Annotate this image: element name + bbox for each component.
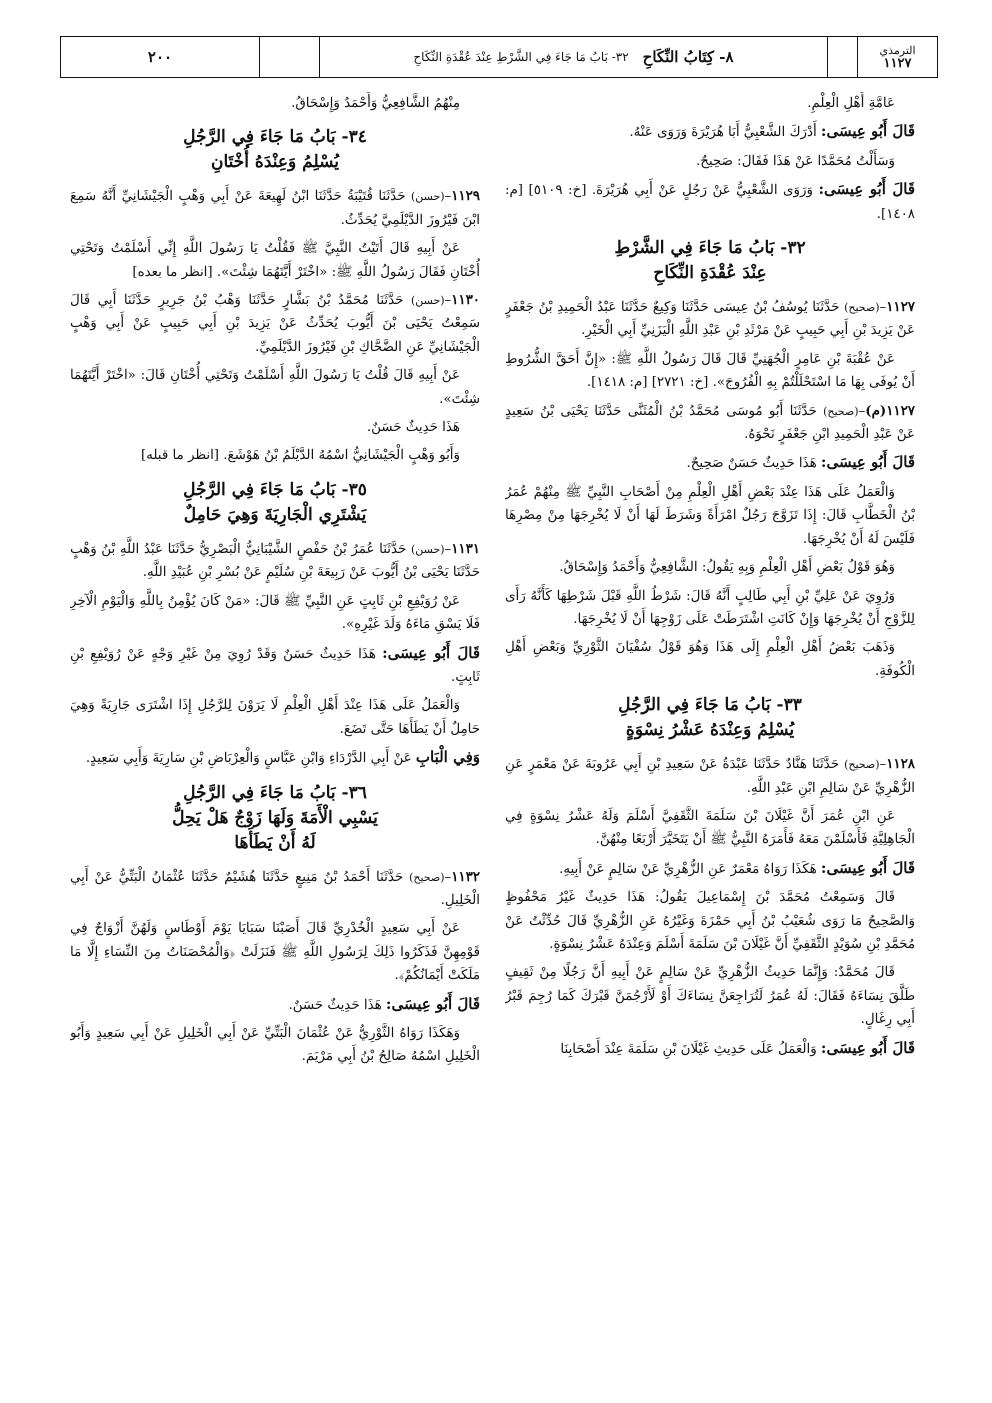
text-paragraph: عَامَّةِ أَهْلِ الْعِلْمِ. bbox=[807, 96, 895, 111]
hadith-text: حَدَّثَنَا أَحْمَدُ بْنُ مَنِيعٍ حَدَّثَنَا هُشَيْمٌ حَدَّثَنَا عُثْمَانُ الْبَتِّيُّ عَنْ أَبِي الْخَلِيلِ. bbox=[70, 869, 480, 908]
book-reference bbox=[857, 37, 937, 77]
section-heading bbox=[505, 236, 915, 286]
hadith-number: ١١٢٧ bbox=[886, 299, 915, 316]
hadith-paragraph: ١١٣٢–(صحيح) حَدَّثَنَا أَحْمَدُ بْنُ مَنِيعٍ حَدَّثَنَا هُشَيْمٌ حَدَّثَنَا عُثْمَانُ الْبَتِّيُّ عَنْ أَبِي الْخَلِيلِ. bbox=[70, 868, 480, 908]
commentary-lead: وَفِي الْبَابِ bbox=[415, 748, 480, 767]
text-paragraph: وَأَبُو وَهْبٍ الْجَيْشَانِيُّ اسْمُهُ الدَّيْلَمُ بْنُ هَوْشَعَ. [انظر ما قبله] bbox=[140, 448, 460, 464]
text-paragraph: وَذَهَبَ بَعْضُ أَهْلِ الْعِلْمِ إِلَى هَذَا وَهُوَ قَوْلُ سُفْيَانَ الثَّوْرِيِّ وَبَعْضِ أَهْلِ الْكُوفَةِ. bbox=[505, 640, 915, 679]
hadith-grade: (صحيح) bbox=[844, 301, 880, 315]
section-title: ٣٢- بَابُ مَا جَاءَ فِي الشَّرْطِ عِنْدَ عُقْدَةِ النِّكَاحِ bbox=[413, 50, 629, 64]
commentary-paragraph bbox=[70, 993, 480, 1017]
section-heading-line: يَشْتَرِي الْجَارِيَةَ وَهِيَ حَامِلٌ bbox=[183, 504, 367, 525]
commentary-paragraph bbox=[505, 857, 915, 881]
text-paragraph: عَنْ عُقْبَةَ بْنِ عَامِرٍ الْجُهَنِيِّ قَالَ قَالَ رَسُولُ اللَّهِ ﷺ: «إِنَّ أَحَقَّ الشُّرُوطِ أَنْ يُوفَى بِهَا مَا اسْتَحْلَلْتُمْ بِهِ الْفُرُوجَ». [خ: ٢٧٢١] [م: ١٤١٨]. bbox=[505, 351, 915, 391]
hadith-number: ١١٣٢ bbox=[451, 868, 480, 885]
commentary-text: هَكَذَا رَوَاهُ مَعْمَرٌ عَنِ الزُّهْرِيِّ عَنْ سَالِمٍ عَنْ أَبِيهِ. bbox=[559, 861, 821, 877]
text-paragraph: هَذَا حَدِيثٌ حَسَنٌ. bbox=[366, 420, 460, 436]
hadith-paragraph: ١١٢٨–(صحيح) حَدَّثَنَا هَنَّادٌ حَدَّثَنَا عَبْدَةُ عَنْ سَعِيدِ بْنِ أَبِي عَرُوبَةَ عَنْ مَعْمَرٍ عَنِ الزُّهْرِيِّ عَنْ سَالِمِ ابْنِ عَبْدِ اللَّهِ. bbox=[505, 756, 915, 796]
text-paragraph: وَسَأَلْتُ مُحَمَّدًا عَنْ هَذَا فَقَالَ: صَحِيحٌ. bbox=[695, 153, 895, 169]
section-heading-line: ٣٢- بَابُ مَا جَاءَ فِي الشَّرْطِ bbox=[614, 238, 806, 259]
text-paragraph: عَنْ أَبِيهِ قَالَ أَتَيْتُ النَّبِيَّ ﷺ فَقُلْتُ يَا رَسُولَ اللَّهِ إِنِّي أَسْلَمْتُ وَتَحْتِي أُخْتَانِ فَقَالَ رَسُولُ اللَّهِ ﷺ: «اخْتَرْ أَيَّتَهُمَا شِئْتَ». [انظر ما بعده] bbox=[70, 241, 480, 280]
hadith-number: ١١٢٧(م) bbox=[865, 402, 915, 419]
text-paragraph: عَنْ أَبِيهِ قَالَ قُلْتُ يَا رَسُولَ اللَّهِ أَسْلَمْتُ وَتَحْتِي أُخْتَانِ قَالَ: «اخْتَرْ أَيَّتَهُمَا شِئْتَ». bbox=[70, 368, 480, 407]
commentary-lead: قَالَ أَبُو عِيسَى: bbox=[820, 1038, 915, 1057]
text-paragraph: عَنْ رُوَيْفِعِ بْنِ ثَابِتٍ عَنِ النَّبِيِّ ﷺ قَالَ: «مَنْ كَانَ يُؤْمِنُ بِاللَّهِ وَالْيَوْمِ الْآخِرِ فَلَا يَسْقِ مَاءَهُ وَلَدَ غَيْرِهِ». bbox=[70, 593, 480, 633]
hadith-number: ١١٢٩ bbox=[451, 188, 480, 205]
text-paragraph: قَالَ وَسَمِعْتُ مُحَمَّدَ بْنَ إِسْمَاعِيلَ يَقُولُ: هَذَا حَدِيثٌ غَيْرُ مَحْفُوظٍ وَالصَّحِيحُ مَا رَوَى شُعَيْبُ بْنُ أَبِي حَمْزَةَ وَغَيْرُهُ عَنِ الزُّهْرِيِّ قَالَ حُدِّثْتُ عَنْ مُحَمَّدِ بْنِ سُوَيْدٍ الثَّقَفِيِّ أَنَّ غَيْلَانَ بْنَ سَلَمَةَ أَسْلَمَ وَعِنْدَهُ عَشْرُ نِسْوَةٍ. bbox=[505, 890, 915, 952]
hadith-text: حَدَّثَنَا قُتَيْبَةُ حَدَّثَنَا ابْنُ لَهِيعَةَ عَنْ أَبِي وَهْبٍ الْجَيْشَانِيِّ أَنَّهُ سَمِعَ ابْنَ فَيْرُوزَ الدَّيْلَمِيَّ يُحَدِّثُ. bbox=[70, 189, 480, 228]
hadith-grade: (صحيح) bbox=[844, 758, 880, 772]
commentary-lead: قَالَ أَبُو عِيسَى: bbox=[818, 180, 915, 199]
commentary-paragraph bbox=[505, 178, 915, 226]
hadith-paragraph: ١١٣٠–(حسن) حَدَّثَنَا مُحَمَّدُ بْنُ بَشَّارٍ حَدَّثَنَا وَهْبُ بْنُ جَرِيرٍ حَدَّثَنَا أَبِي قَالَ سَمِعْتُ يَحْيَى بْنَ أَيُّوبَ يُحَدِّثُ عَنْ يَزِيدَ بْنِ أَبِي حَبِيبٍ عَنْ أَبِي وَهْبٍ الْجَيْشَانِيِّ عَنِ الضَّحَّاكِ بْنِ فَيْرُوزَ الدَّيْلَمِيِّ. bbox=[70, 292, 480, 355]
hadith-number: ١١٣١ bbox=[451, 540, 480, 557]
header-spacer bbox=[827, 37, 857, 77]
hadith-paragraph: ١١٢٩–(حسن) حَدَّثَنَا قُتَيْبَةُ حَدَّثَنَا ابْنُ لَهِيعَةَ عَنْ أَبِي وَهْبٍ الْجَيْشَانِيِّ أَنَّهُ سَمِعَ ابْنَ فَيْرُوزَ الدَّيْلَمِيَّ يُحَدِّثُ. bbox=[70, 188, 480, 228]
book-ref-name: الترمذي bbox=[879, 44, 916, 57]
hadith-grade: (حسن) bbox=[410, 542, 445, 556]
section-heading-line: ٣٦- بَابُ مَا جَاءَ فِي الرَّجُلِ bbox=[183, 782, 367, 803]
hadith-text: حَدَّثَنَا أَبُو مُوسَى مُحَمَّدُ بْنُ الْمُثَنَّى حَدَّثَنَا يَحْيَى بْنُ سَعِيدٍ عَنْ عَبْدِ الْحَمِيدِ ابْنِ جَعْفَرٍ نَحْوَهُ. bbox=[505, 403, 915, 443]
text-paragraph: وَالْعَمَلُ عَلَى هَذَا عِنْدَ أَهْلِ الْعِلْمِ لَا يَرَوْنَ لِلرَّجُلِ إِذَا اشْتَرَى جَارِيَةً وَهِيَ حَامِلٌ أَنْ يَطَأَهَا حَتَّى تَضَعَ. bbox=[70, 698, 480, 737]
section-heading-line: ٣٤- بَابُ مَا جَاءَ فِي الرَّجُلِ bbox=[183, 127, 367, 148]
section-heading-line: ٣٣- بَابُ مَا جَاءَ فِي الرَّجُلِ bbox=[618, 695, 802, 716]
text-paragraph: عَنِ ابْنِ عُمَرَ أَنَّ غَيْلَانَ بْنَ سَلَمَةَ الثَّقَفِيَّ أَسْلَمَ وَلَهُ عَشْرُ نِسْوَةٍ فِي الْجَاهِلِيَّةِ فَأَسْلَمْنَ مَعَهُ فَأَمَرَهُ النَّبِيُّ ﷺ أَنْ يَتَخَيَّرَ أَرْبَعًا مِنْهُنَّ. bbox=[505, 808, 915, 848]
commentary-text: وَرَوَى الشَّعْبِيُّ عَنْ رَجُلٍ عَنْ أَبِي هُرَيْرَةَ. [خ: ٥١٠٩] [م: ١٤٠٨]. bbox=[505, 183, 915, 222]
text-paragraph: قَالَ مُحَمَّدٌ: وَإِنَّمَا حَدِيثُ الزُّهْرِيِّ عَنْ سَالِمٍ عَنْ أَبِيهِ أَنَّ رَجُلًا مِنْ ثَقِيفٍ طَلَّقَ نِسَاءَهُ فَقَالَ: لَهُ عُمَرُ لَتُرَاجِعَنَّ نِسَاءَكَ أَوْ لَأَرْجُمَنَّ قَبْرَكَ كَمَا رُجِمَ قَبْرُ أَبِي رِغَالٍ. bbox=[505, 965, 915, 1028]
commentary-text: هَذَا حَدِيثٌ حَسَنٌ وَقَدْ رُوِيَ مِنْ غَيْرِ وَجْهٍ عَنْ رُوَيْفِعِ بْنِ ثَابِتٍ. bbox=[70, 646, 480, 685]
commentary-lead: قَالَ أَبُو عِيسَى: bbox=[820, 453, 915, 472]
hadith-text: حَدَّثَنَا هَنَّادٌ حَدَّثَنَا عَبْدَةُ عَنْ سَعِيدِ بْنِ أَبِي عَرُوبَةَ عَنْ مَعْمَرٍ عَنِ الزُّهْرِيِّ عَنْ سَالِمِ ابْنِ عَبْدِ اللَّهِ. bbox=[505, 757, 915, 796]
chapter-title: ٨- كِتَابُ النِّكَاحِ bbox=[642, 48, 734, 66]
running-title bbox=[319, 37, 827, 77]
commentary-paragraph bbox=[505, 451, 915, 475]
commentary-text: وَالْعَمَلُ عَلَى حَدِيثِ غَيْلَانَ بْنِ سَلَمَةَ عِنْدَ أَصْحَابِنَا bbox=[560, 1041, 821, 1057]
commentary-lead: قَالَ أَبُو عِيسَى: bbox=[382, 643, 480, 662]
section-heading bbox=[505, 693, 915, 743]
hadith-paragraph: ١١٢٧–(صحيح) حَدَّثَنَا يُوسُفُ بْنُ عِيسَى حَدَّثَنَا وَكِيعٌ حَدَّثَنَا عَبْدُ الْحَمِيدِ بْنُ جَعْفَرٍ عَنْ يَزِيدَ بْنِ أَبِي حَبِيبٍ عَنْ مَرْثَدِ بْنِ عَبْدِ اللَّهِ الْيَزَنِيِّ أَبِي الْخَيْرِ. bbox=[505, 299, 915, 339]
commentary-text: أَدْرَكَ الشَّعْبِيُّ أَبَا هُرَيْرَةَ وَرَوَى عَنْهُ. bbox=[629, 125, 821, 141]
header-spacer-2 bbox=[259, 37, 319, 77]
commentary-paragraph bbox=[505, 1037, 915, 1061]
commentary-lead: قَالَ أَبُو عِيسَى: bbox=[820, 858, 915, 877]
hadith-grade: (صحيح) bbox=[409, 870, 445, 884]
text-paragraph: عَنْ أَبِي سَعِيدٍ الْخُدْرِيِّ قَالَ أَصَبْنَا سَبَايَا يَوْمَ أَوْطَاسٍ وَلَهُنَّ أَزْوَاجٌ فِي قَوْمِهِنَّ فَذَكَرُوا ذَلِكَ لِرَسُولِ اللَّهِ ﷺ فَنَزَلَتْ ﴿وَالْمُحْصَنَاتُ مِنَ النِّسَاءِ إِلَّا مَا مَلَكَتْ أَيْمَانُكُمْ﴾. bbox=[70, 921, 480, 984]
section-heading-line: ٣٥- بَابُ مَا جَاءَ فِي الرَّجُلِ bbox=[183, 479, 367, 500]
hadith-text: حَدَّثَنَا مُحَمَّدُ بْنُ بَشَّارٍ حَدَّثَنَا وَهْبُ بْنُ جَرِيرٍ حَدَّثَنَا أَبِي قَالَ سَمِعْتُ يَحْيَى بْنَ أَيُّوبَ يُحَدِّثُ عَنْ يَزِيدَ بْنِ أَبِي حَبِيبٍ عَنْ أَبِي وَهْبٍ الْجَيْشَانِيِّ عَنِ الضَّحَّاكِ بْنِ فَيْرُوزَ الدَّيْلَمِيِّ. bbox=[70, 293, 480, 355]
page-number: ٢٠٠ bbox=[147, 48, 173, 66]
hadith-text: حَدَّثَنَا يُوسُفُ بْنُ عِيسَى حَدَّثَنَا وَكِيعٌ حَدَّثَنَا عَبْدُ الْحَمِيدِ بْنُ جَعْفَرٍ عَنْ يَزِيدَ بْنِ أَبِي حَبِيبٍ عَنْ مَرْثَدِ بْنِ عَبْدِ اللَّهِ الْيَزَنِيِّ أَبِي الْخَيْرِ. bbox=[505, 300, 915, 339]
text-paragraph: مِنْهُمُ الشَّافِعِيُّ وَأَحْمَدُ وَإِسْحَاقُ. bbox=[291, 96, 460, 111]
right-column bbox=[505, 92, 915, 1382]
commentary-text: هَذَا حَدِيثٌ حَسَنٌ. bbox=[288, 997, 386, 1013]
commentary-lead: قَالَ أَبُو عِيسَى: bbox=[385, 994, 480, 1013]
section-heading-line: يُسْلِمُ وَعِنْدَهُ أُخْتَانِ bbox=[210, 152, 339, 173]
commentary-paragraph bbox=[505, 120, 915, 144]
commentary-text: هَذَا حَدِيثٌ حَسَنٌ صَحِيحٌ. bbox=[686, 456, 821, 472]
section-heading-line: يَسْبِي الْأَمَةَ وَلَهَا زَوْجٌ هَلْ يَحِلُّ bbox=[172, 807, 378, 828]
hadith-paragraph: ١١٢٧(م)–(صحيح) حَدَّثَنَا أَبُو مُوسَى مُحَمَّدُ بْنُ الْمُثَنَّى حَدَّثَنَا يَحْيَى بْنُ سَعِيدٍ عَنْ عَبْدِ الْحَمِيدِ ابْنِ جَعْفَرٍ نَحْوَهُ. bbox=[505, 402, 915, 443]
text-paragraph: وَالْعَمَلُ عَلَى هَذَا عِنْدَ بَعْضِ أَهْلِ الْعِلْمِ مِنْ أَصْحَابِ النَّبِيِّ ﷺ مِنْهُمْ عُمَرُ بْنُ الْخَطَّابِ قَالَ: إِذَا تَزَوَّجَ رَجُلٌ امْرَأَةً وَشَرَطَ لَهَا أَنْ لَا يُخْرِجَهَا مِنْ مِصْرِهَا فَلَيْسَ لَهُ أَنْ يُخْرِجَهَا. bbox=[505, 484, 915, 547]
book-ref-number: ١١٢٧ bbox=[883, 56, 912, 71]
section-heading-line: عِنْدَ عُقْدَةِ النِّكَاحِ bbox=[653, 263, 767, 284]
hadith-grade: (حسن) bbox=[410, 190, 445, 204]
commentary-paragraph bbox=[70, 746, 480, 770]
text-paragraph: وَرُوِيَ عَنْ عَلِيِّ بْنِ أَبِي طَالِبٍ أَنَّهُ قَالَ: شَرْطُ اللَّهِ قَبْلَ شَرْطِهَا كَأَنَّهُ رَأَى لِلزَّوْجِ أَنْ يُخْرِجَهَا وَإِنْ كَانَتِ اشْتَرَطَتْ عَلَى زَوْجِهَا أَنْ لَا يُخْرِجَهَا. bbox=[505, 588, 915, 627]
section-heading bbox=[70, 478, 480, 528]
left-column bbox=[70, 92, 480, 1382]
hadith-text: حَدَّثَنَا عُمَرُ بْنُ حَفْصٍ الشَّيْبَانِيُّ الْبَصْرِيُّ حَدَّثَنَا عَبْدُ اللَّهِ بْنُ وَهْبٍ حَدَّثَنَا يَحْيَى بْنُ أَيُّوبَ عَنْ رَبِيعَةَ بْنِ سُلَيْمٍ عَنْ بُسْرِ بْنِ عُبَيْدِ اللَّهِ. bbox=[70, 541, 480, 581]
commentary-lead: قَالَ أَبُو عِيسَى: bbox=[820, 122, 915, 141]
section-heading bbox=[70, 781, 480, 856]
page-header bbox=[60, 36, 938, 78]
hadith-grade: (صحيح) bbox=[823, 404, 859, 418]
section-heading-line: لَهُ أَنْ يَطَأَهَا bbox=[234, 832, 316, 853]
hadith-number: ١١٣٠ bbox=[451, 292, 480, 309]
commentary-paragraph bbox=[70, 642, 480, 690]
commentary-text: عَنْ أَبِي الدَّرْدَاءِ وَابْنِ عَبَّاسٍ وَالْعِرْبَاضِ بْنِ سَارِيَةَ وَأَبِي سَعِيدٍ. bbox=[85, 751, 416, 767]
section-heading bbox=[70, 125, 480, 175]
hadith-number: ١١٢٨ bbox=[886, 756, 915, 773]
hadith-grade: (حسن) bbox=[410, 294, 445, 308]
text-paragraph: وَهُوَ قَوْلُ بَعْضِ أَهْلِ الْعِلْمِ وَبِهِ يَقُولُ: الشَّافِعِيُّ وَأَحْمَدُ وَإِسْحَاقُ. bbox=[559, 560, 895, 576]
section-heading-line: يُسْلِمُ وَعِنْدَهُ عَشْرُ نِسْوَةٍ bbox=[625, 720, 795, 741]
text-paragraph: وَهَكَذَا رَوَاهُ الثَّوْرِيُّ عَنْ عُثْمَانَ الْبَتِّيِّ عَنْ أَبِي الْخَلِيلِ عَنْ أَبِي سَعِيدٍ وَأَبُو الْخَلِيلِ اسْمُهُ صَالِحُ بْنُ أَبِي مَرْيَمَ. bbox=[70, 1025, 480, 1065]
hadith-paragraph: ١١٣١–(حسن) حَدَّثَنَا عُمَرُ بْنُ حَفْصٍ الشَّيْبَانِيُّ الْبَصْرِيُّ حَدَّثَنَا عَبْدُ اللَّهِ بْنُ وَهْبٍ حَدَّثَنَا يَحْيَى بْنُ أَيُّوبَ عَنْ رَبِيعَةَ بْنِ سُلَيْمٍ عَنْ بُسْرِ بْنِ عُبَيْدِ اللَّهِ. bbox=[70, 540, 480, 581]
